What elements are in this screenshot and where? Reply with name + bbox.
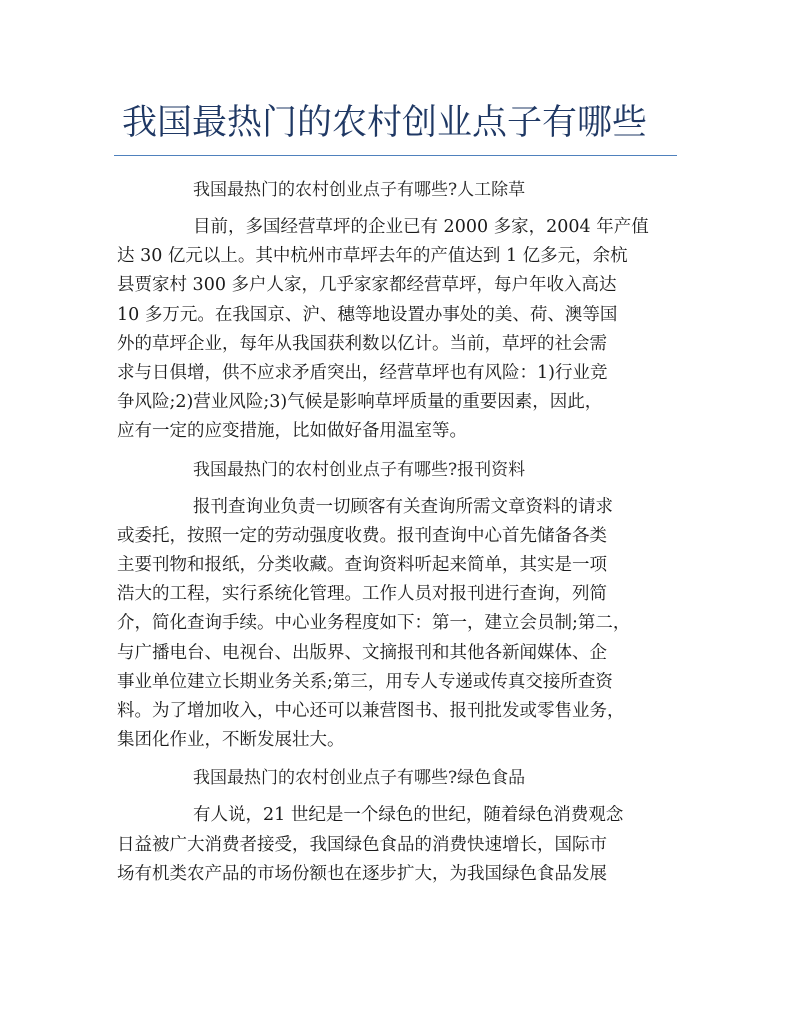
paragraph-line: 介，简化查询手续。中心业务程度如下：第一，建立会员制;第二， <box>117 613 631 634</box>
paragraph-line: 10 多万元。在我国京、沪、穗等地设置办事处的美、荷、澳等国 <box>117 304 618 325</box>
section-heading-green-food: 我国最热门的农村创业点子有哪些?绿色食品 <box>193 768 526 789</box>
paragraph-line: 与广播电台、电视台、出版界、文摘报刊和其他各新闻媒体、企 <box>117 642 607 663</box>
section-paragraph-periodicals <box>117 493 681 756</box>
paragraph-line: 料。为了增加收入，中心还可以兼营图书、报刊批发或零售业务， <box>117 701 625 722</box>
paragraph-line: 场有机类农产品的市场份额也在逐步扩大，为我国绿色食品发展 <box>117 863 607 884</box>
paragraph-line: 或委托，按照一定的劳动强度收费。报刊查询中心首先储备各类 <box>117 525 607 546</box>
paragraph-line: 求与日俱增，供不应求矛盾突出，经营草坪也有风险：1)行业竞 <box>117 363 608 384</box>
paragraph-line: 集团化作业，不断发展壮大。 <box>117 730 345 751</box>
section-paragraph-green-food <box>117 801 681 889</box>
paragraph-line: 报刊查询业负责一切顾客有关查询所需文章资料的请求 <box>193 496 613 517</box>
paragraph-line: 主要刊物和报纸，分类收藏。查询资料听起来简单，其实是一项 <box>117 555 607 576</box>
paragraph-line: 日益被广大消费者接受，我国绿色食品的消费快速增长，国际市 <box>117 834 607 855</box>
paragraph-line: 浩大的工程，实行系统化管理。工作人员对报刊进行查询，列简 <box>117 584 607 605</box>
paragraph-line: 县贾家村 300 多户人家，几乎家家都经营草坪，每户年收入高达 <box>117 275 617 296</box>
document-body <box>117 175 681 897</box>
section-heading-lawn: 我国最热门的农村创业点子有哪些?人工除草 <box>193 180 526 200</box>
section-heading-periodicals: 我国最热门的农村创业点子有哪些?报刊资料 <box>193 459 526 480</box>
section-paragraph-lawn <box>117 213 681 447</box>
paragraph-line: 事业单位建立长期业务关系;第三，用专人专递或传真交接所查资 <box>117 671 613 692</box>
document-title: 我国最热门的农村创业点子有哪些 <box>122 103 648 143</box>
paragraph-line: 应有一定的应变措施，比如做好备用温室等。 <box>117 421 467 442</box>
paragraph-line: 达 30 亿元以上。其中杭州市草坪去年的产值达到 1 亿多元，余杭 <box>117 246 628 267</box>
title-divider <box>114 155 677 156</box>
paragraph-line: 目前，多国经营草坪的企业已有 2000 多家，2004 年产值 <box>193 217 649 237</box>
paragraph-line: 外的草坪企业，每年从我国获利数以亿计。当前，草坪的社会需 <box>117 333 607 354</box>
paragraph-line: 争风险;2)营业风险;3)气候是影响草坪质量的重要因素，因此， <box>117 392 603 413</box>
paragraph-line: 有人说，21 世纪是一个绿色的世纪，随着绿色消费观念 <box>193 805 624 826</box>
